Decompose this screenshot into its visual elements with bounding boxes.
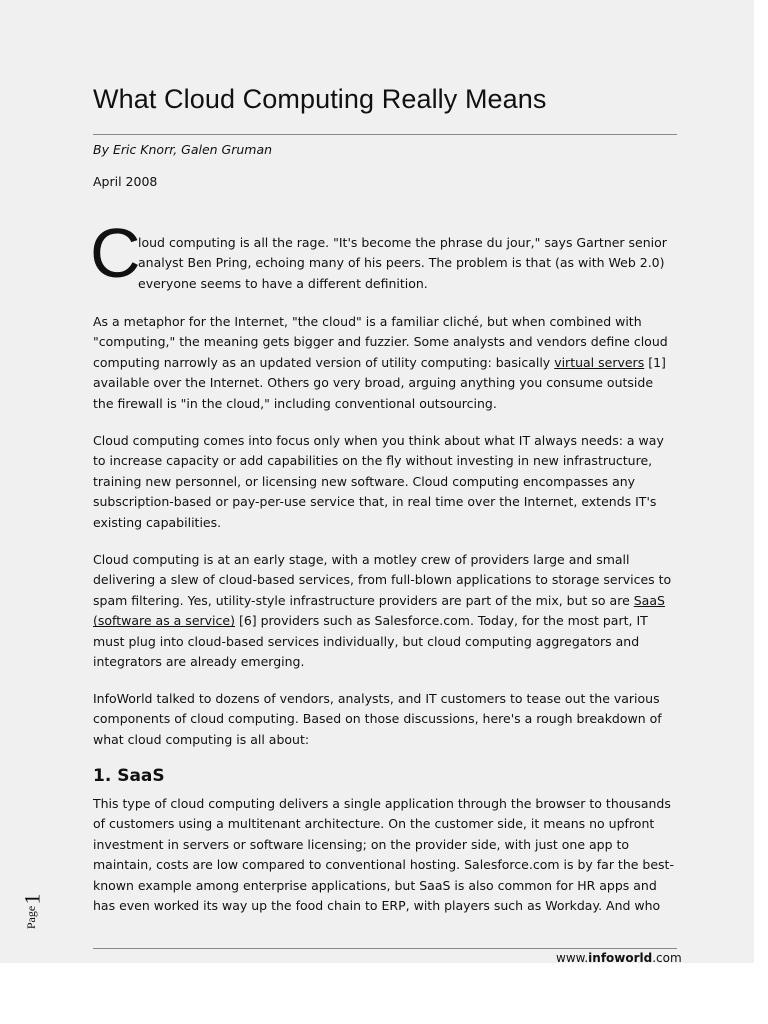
paragraph-text: Cloud computing is at an early stage, with a motley crew of providers large and small delivering a slew of cloud-based services, from full-blown applications to storage services to spam filtering. Yes, utility-style infrastructure providers are part of the mix, but so are bbox=[93, 552, 672, 608]
paragraph-early-stage bbox=[93, 550, 677, 672]
paragraph-text: As a metaphor for the Internet, "the cloud" is a familiar cliché, but when combined with "computing," the meaning gets bigger and fuzzier. Some analysts and vendors define cloud computing narrowly as an updated version of utility computing: basically bbox=[93, 314, 668, 370]
publication-date: April 2008 bbox=[93, 174, 158, 189]
url-suffix: .com bbox=[652, 951, 682, 965]
paragraph-metaphor bbox=[93, 312, 677, 414]
footer-url[interactable] bbox=[556, 951, 682, 965]
paragraph-focus: Cloud computing comes into focus only when you think about what IT always needs: a way to increase capacity or add capabilities on the fly without investing in new infrastructure, training new personnel, or licensing new software. Cloud computing encompasses any subscription-based or pay-per-use service that, in real time over the Internet, extends IT's existing capabilities. bbox=[93, 433, 664, 530]
footer-divider bbox=[93, 948, 677, 949]
virtual-servers-link[interactable]: virtual servers bbox=[554, 354, 645, 370]
drop-cap-letter: C bbox=[90, 214, 141, 292]
page-number-label bbox=[19, 880, 62, 940]
paragraph-breakdown: InfoWorld talked to dozens of vendors, analysts, and IT customers to tease out the various components of cloud computing. Based on those discussions, here's a rough breakdown of what cloud computing is all about: bbox=[93, 691, 662, 747]
document-title: What Cloud Computing Really Means bbox=[93, 84, 547, 114]
title-divider bbox=[93, 134, 677, 135]
paragraph-intro: loud computing is all the rage. "It's become the phrase du jour," says Gartner senior analyst Ben Pring, echoing many of his peers. The problem is that (as with Web 2.0) everyone seems to have a different definition. bbox=[138, 235, 667, 291]
url-domain: infoworld bbox=[588, 951, 653, 965]
paragraph-text: [6] providers such as Salesforce.com. Today, for the most part, IT must plug into cloud-based services individually, but cloud computing aggregators and integrators are already emerging. bbox=[93, 613, 648, 670]
page-number: 1 bbox=[19, 893, 45, 905]
section-heading-saas: 1. SaaS bbox=[93, 766, 165, 786]
byline: By Eric Knorr, Galen Gruman bbox=[93, 142, 273, 157]
paragraph-saas: This type of cloud computing delivers a single application through the browser to thousands of customers using a multitenant architecture. On the customer side, it means no upfront investment in servers or software licensing; on the provider side, with just one app to maintain, costs are low compared to conventional hosting. Salesforce.com is by far the best-known example among enterprise applications, but SaaS is also common for HR apps and has even worked its way up the food chain to ERP, with players such as Workday. And who bbox=[93, 796, 674, 914]
paragraph-text: [1] available over the Internet. Others go very broad, arguing anything you consume outside the firewall is "in the cloud," including conventional outsourcing. bbox=[93, 354, 666, 411]
url-prefix: www. bbox=[556, 951, 589, 965]
page-word: Page bbox=[24, 905, 39, 930]
saas-link[interactable]: SaaS (software as a service) bbox=[93, 592, 665, 629]
